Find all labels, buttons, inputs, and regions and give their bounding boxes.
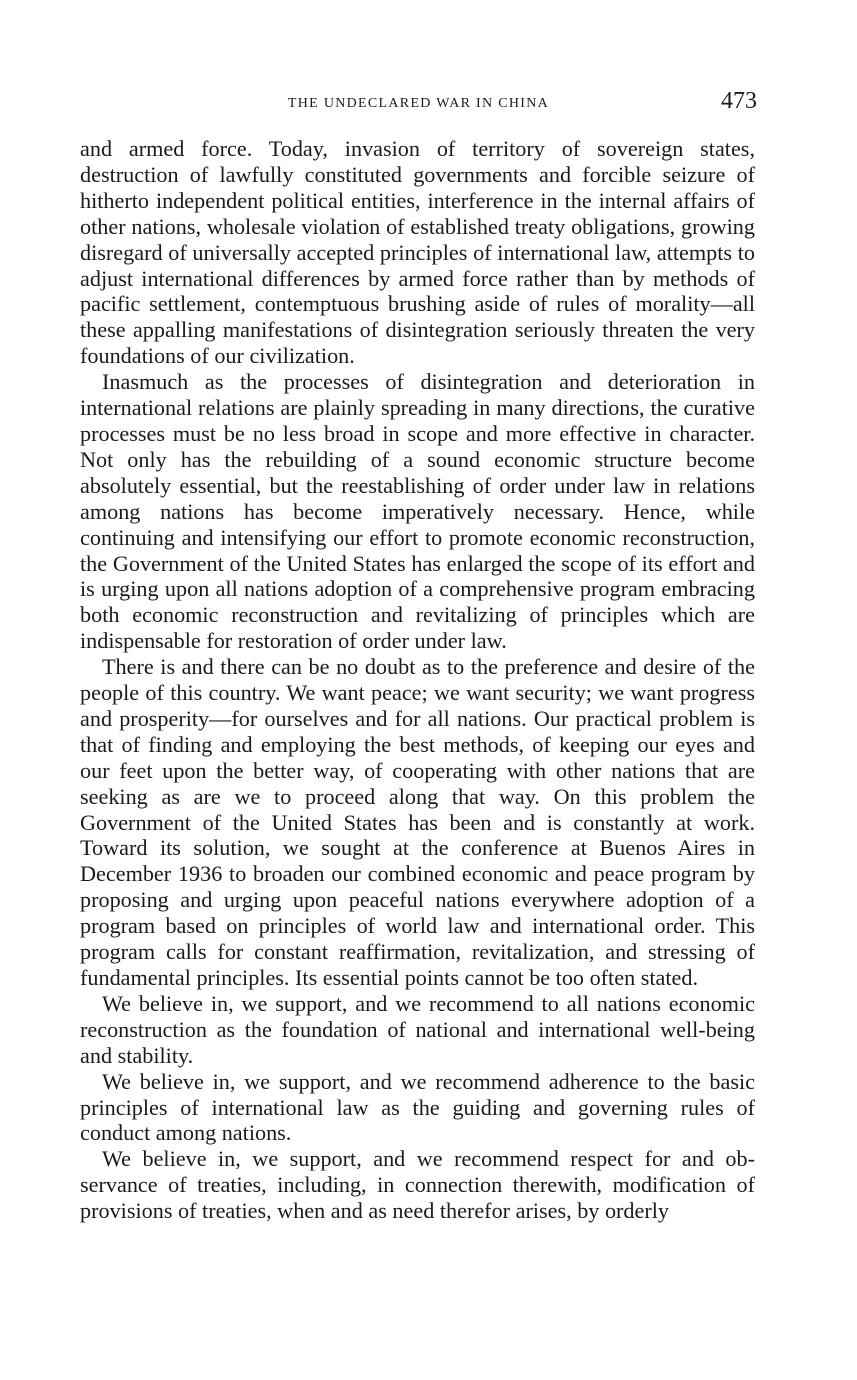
paragraph: There is and there can be no doubt as to the preference and desire of the people of this country. We want peace; we want security; we want progress and prosperity—for ourselves and for all nations. Our practical problem is that of finding and employing the best methods, of keeping our eyes and our feet upon the better way, of cooperating with other nations that are seeking as are we to proceed along that way. On this problem the Government of the United States has been and is constantly at work. Toward its solution, we sought at the conference at Buenos Aires in December 1936 to broaden our combined economic and peace program by proposing and urging upon peaceful nations everywhere adoption of a program based on principles of world law and international order. This program calls for constant reaffirmation, revitalization, and stressing of fundamental principles. Its essential points cannot be too often stated. — [80, 654, 755, 990]
page-number: 473 — [721, 88, 757, 114]
paragraph: We believe in, we support, and we recommend to all nations economic reconstruction as the foundation of national and international well-being and stability. — [80, 990, 755, 1068]
running-title: THE UNDECLARED WAR IN CHINA — [287, 96, 550, 111]
paragraph: We believe in, we support, and we recommend adherence to the basic principles of international law as the guiding and governing rules of conduct among nations. — [80, 1068, 755, 1146]
body-text — [80, 136, 755, 1224]
paragraph: Inasmuch as the processes of disintegration and deterioration in international relations are plainly spreading in many directions, the curative processes must be no less broad in scope and more effective in character. Not only has the rebuilding of a sound economic structure become absolutely essential, but the reestablishing of order under law in relations among nations has become imperatively necessary. Hence, while continuing and intensifying our effort to promote economic reconstruction, the Government of the United States has enlarged the scope of its effort and is urging upon all nations adoption of a comprehensive program embracing both economic reconstruction and revitalizing of principles which are indispensable for restoration of order under law. — [80, 369, 755, 654]
paragraph: We believe in, we support, and we recommend respect for and observance of treaties, including, in connection therewith, modification of provisions of treaties, when and as need therefor arises, by orderly — [80, 1146, 755, 1224]
paragraph-continued: and armed force. Today, invasion of territory of sovereign states, destruction of lawfully constituted governments and forcible seizure of hitherto independent political entities, interference in the internal affairs of other nations, wholesale violation of established treaty obligations, growing disregard of universally accepted principles of international law, attempts to adjust international differences by armed force rather than by methods of pacific settlement, contemptuous brushing aside of rules of morality—all these appalling manifestations of disintegration seriously threaten the very foundations of our civilization. — [80, 136, 755, 369]
running-head — [80, 88, 757, 122]
